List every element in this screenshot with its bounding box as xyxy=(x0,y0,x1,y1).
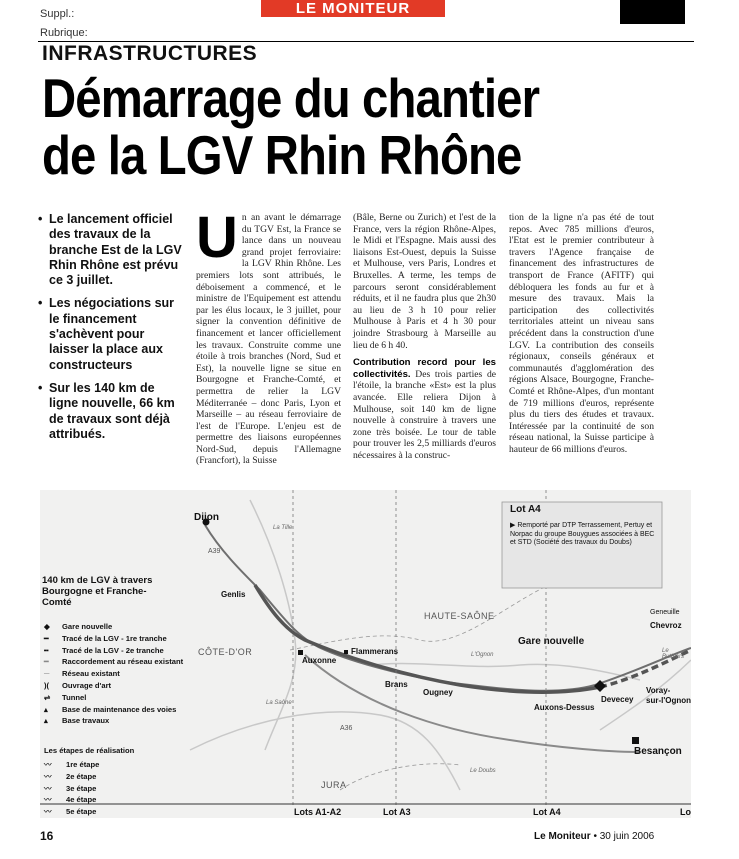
legend-item: Base travaux xyxy=(62,716,110,726)
rubric: INFRASTRUCTURES xyxy=(42,42,258,65)
legend-item: Tracé de la LGV - 2e tranche xyxy=(62,645,164,655)
title-line-2: de la LGV Rhin Rhône xyxy=(42,124,522,186)
river-ognon-label: L'Ognon xyxy=(471,652,494,658)
place-genlis: Genlis xyxy=(221,590,246,599)
place-voray: Voray- xyxy=(646,686,671,695)
etapes-list: 〰 1re étape 〰 2e étape 〰 3e étape 〰 4e étape 〰 5e étape xyxy=(44,760,100,817)
subhead: Contribution record pour les collectivités. xyxy=(353,357,496,380)
summary-bullets xyxy=(38,212,186,450)
column-1-text: n an avant le démarrage du TGV Est, la France se lance dans un nouveau grand projet ferroviaire: la LGV Rhin Rhône. Les premiers lots sont attribués, le déboisement a commencé, et le ministre de l'Equipement est attendu par les élus locaux, le 3 juillet, pour signer la convention définitive de financement et lancer officiellement les travaux. Construite comme une étoile à trois branches (Nord, Sud et Est), la nouvelle ligne se situe en Bourgogne et Franche-Comté, et permettra de relier la LGV Méditerranée – donc Paris, Lyon et Marseille – au réseau ferroviaire de l'est de l'Europe. L'enjeu est de permettre des liaisons européennes Nord-Sud, depuis l'Allemagne (Francfort), la Suisse xyxy=(196,212,341,467)
lot-label: Lots A1-A2 xyxy=(294,807,342,817)
bullet-item: • Les négociations sur le financement s'achèvent pour laisser la place aux constructeurs xyxy=(38,296,186,372)
place-auxonne: Auxonne xyxy=(302,656,337,665)
legend-item: Réseau existant xyxy=(62,669,120,679)
column-2-text-b: Des trois parties de l'étoile, la branche «Est» est la plus avancée. Elle reliera Dijon à Mulhouse, soit 140 km de ligne nouvelle à construire à travers une zone très boisée. Le tour de table pour trouver les 2,5 milliards d'euros nécessaires à la construc- xyxy=(353,368,496,461)
etape-item: 5e étape xyxy=(66,807,97,817)
page-number: 16 xyxy=(40,829,54,843)
place-ougney: Ougney xyxy=(423,688,453,697)
etape-item: 3e étape xyxy=(66,783,97,793)
place-besancon: Besançon xyxy=(634,746,682,757)
place-geneuille: Geneuille xyxy=(650,609,680,616)
place-auxons-dessus: Auxons-Dessus xyxy=(534,703,595,712)
region-haute-saone: HAUTE-SAÔNE xyxy=(424,611,495,621)
place-chevroz: Chevroz xyxy=(650,621,682,630)
text-column-2 xyxy=(353,212,496,461)
place-dijon: Dijon xyxy=(194,512,219,523)
text-column-3 xyxy=(509,212,654,455)
column-2-text: (Bâle, Berne ou Zurich) et l'est de la France, vers la région Rhône-Alpes, le Midi et l'Espagne. Mais aussi des liaisons Est-Ouest, depuis la Suisse et Mulhouse, vers Paris, Londres et Bruxelles. A terme, les temps de parcours seront considérablement réduits, et il ne faudra plus que 2h30 au lieu de 3 h 10 pour relier Mulhouse à Paris et 4 h 30 pour joindre Strasbourg à Marseille au lieu de 6 h 40. xyxy=(353,212,496,351)
river-doubs-label: Le Doubs xyxy=(470,768,496,774)
legend-item: Raccordement au réseau existant xyxy=(62,657,184,667)
map-legend: ◆ Gare nouvelle ━ Tracé de la LGV - 1re tranche ╍ Tracé de la LGV - 2e tranche ━ Raccordement au réseau existant ─ Réseau existant )( Ouvrage d'art ⇌ Tunnel ▴ Base de maintenance des voies ▴ Base travaux xyxy=(44,622,184,726)
legend-item: Tracé de la LGV - 1re tranche xyxy=(62,633,167,643)
place-brans: Brans xyxy=(385,680,408,689)
column-3-text: tion de la ligne n'a pas été de tout repos. Avec 785 millions d'euros, l'Etat est le premier contributeur à travers l'Agence française de financement des infrastructures de transport de France (AFITF) qui débloquera les fonds au fur et à mesure des travaux. Mais la participation des collectivités territoriales atteint un niveau sans précédent dans la construction d'une LGV. La contribution des conseils régionaux, conseils généraux et communautés d'agglomération des régions Alsace, Bourgogne, Franche-Comté et Rhône-Alpes, d'un montant de 719 millions d'euros, représente plus du tiers des études et travaux. Intéressée par la continuité de son réseau national, la Suisse participe à hauteur de 66 millions d'euros. xyxy=(509,212,654,455)
legend-item: Tunnel xyxy=(62,692,87,702)
suppl-label: Suppl.: xyxy=(40,8,75,20)
route-map xyxy=(40,490,691,818)
title-line-1: Démarrage du chantier xyxy=(42,67,540,129)
publication-logo: LE MONITEUR xyxy=(261,0,445,17)
etape-item: 4e étape xyxy=(66,795,97,805)
rubrique-label: Rubrique: xyxy=(40,27,88,39)
black-block xyxy=(620,0,685,24)
region-jura: JURA xyxy=(321,780,347,790)
river-ognon xyxy=(370,664,640,680)
road-a36: A36 xyxy=(340,725,353,732)
legend-item: Base de maintenance des voies xyxy=(62,704,177,714)
lot-label: Lot A4 xyxy=(533,807,561,817)
place-devecey: Devecey xyxy=(601,695,634,704)
text-column-1 xyxy=(196,205,341,467)
river-buthier-label: Le Buthiers xyxy=(662,648,685,660)
river-tille-label: La Tille xyxy=(273,525,293,531)
legend-item: Gare nouvelle xyxy=(62,622,113,631)
lot-a4-text: ▶ Remporté par DTP Terrassement, Pertuy et Norpac du groupe Bouygues associées à BEC et STD (Société des travaux du Doubs) xyxy=(510,522,655,547)
lot-a4-title: Lot A4 xyxy=(510,504,541,515)
lot-label: Lo xyxy=(680,807,691,817)
footer-publication xyxy=(534,831,654,842)
place-ognon: sur-l'Ognon xyxy=(646,696,691,705)
border-line xyxy=(340,764,460,790)
bullet-item: • Le lancement officiel des travaux de la branche Est de la LGV Rhin Rhône est prévu ce 3 juillet. xyxy=(38,212,186,288)
station-auxonne xyxy=(298,650,303,655)
dropcap: U xyxy=(196,205,238,270)
footer-pub-name: Le Moniteur xyxy=(534,831,591,842)
river-saone xyxy=(190,712,460,790)
etape-item: 2e étape xyxy=(66,771,97,781)
station-besancon xyxy=(632,737,639,744)
lot-label: Lot A3 xyxy=(383,807,411,817)
etape-item: 1re étape xyxy=(66,760,100,769)
etapes-title: Les étapes de réalisation xyxy=(44,746,135,755)
map-title: 140 km de LGV à travers Bourgogne et Franche-Comté xyxy=(42,575,153,608)
footer-date: • 30 juin 2006 xyxy=(593,831,655,842)
road-a39: A39 xyxy=(208,548,221,555)
station-flammerans xyxy=(344,650,348,654)
place-gare-nouvelle: Gare nouvelle xyxy=(518,636,585,647)
region-cote-dor: CÔTE-D'OR xyxy=(198,647,253,657)
article-title xyxy=(42,67,696,186)
river-saone-label: La Saône xyxy=(266,700,292,706)
legend-item: Ouvrage d'art xyxy=(62,680,112,690)
bullet-item: • Sur les 140 km de ligne nouvelle, 66 km de travaux sont déjà attribués. xyxy=(38,381,186,442)
place-flammerans: Flammerans xyxy=(351,647,399,656)
